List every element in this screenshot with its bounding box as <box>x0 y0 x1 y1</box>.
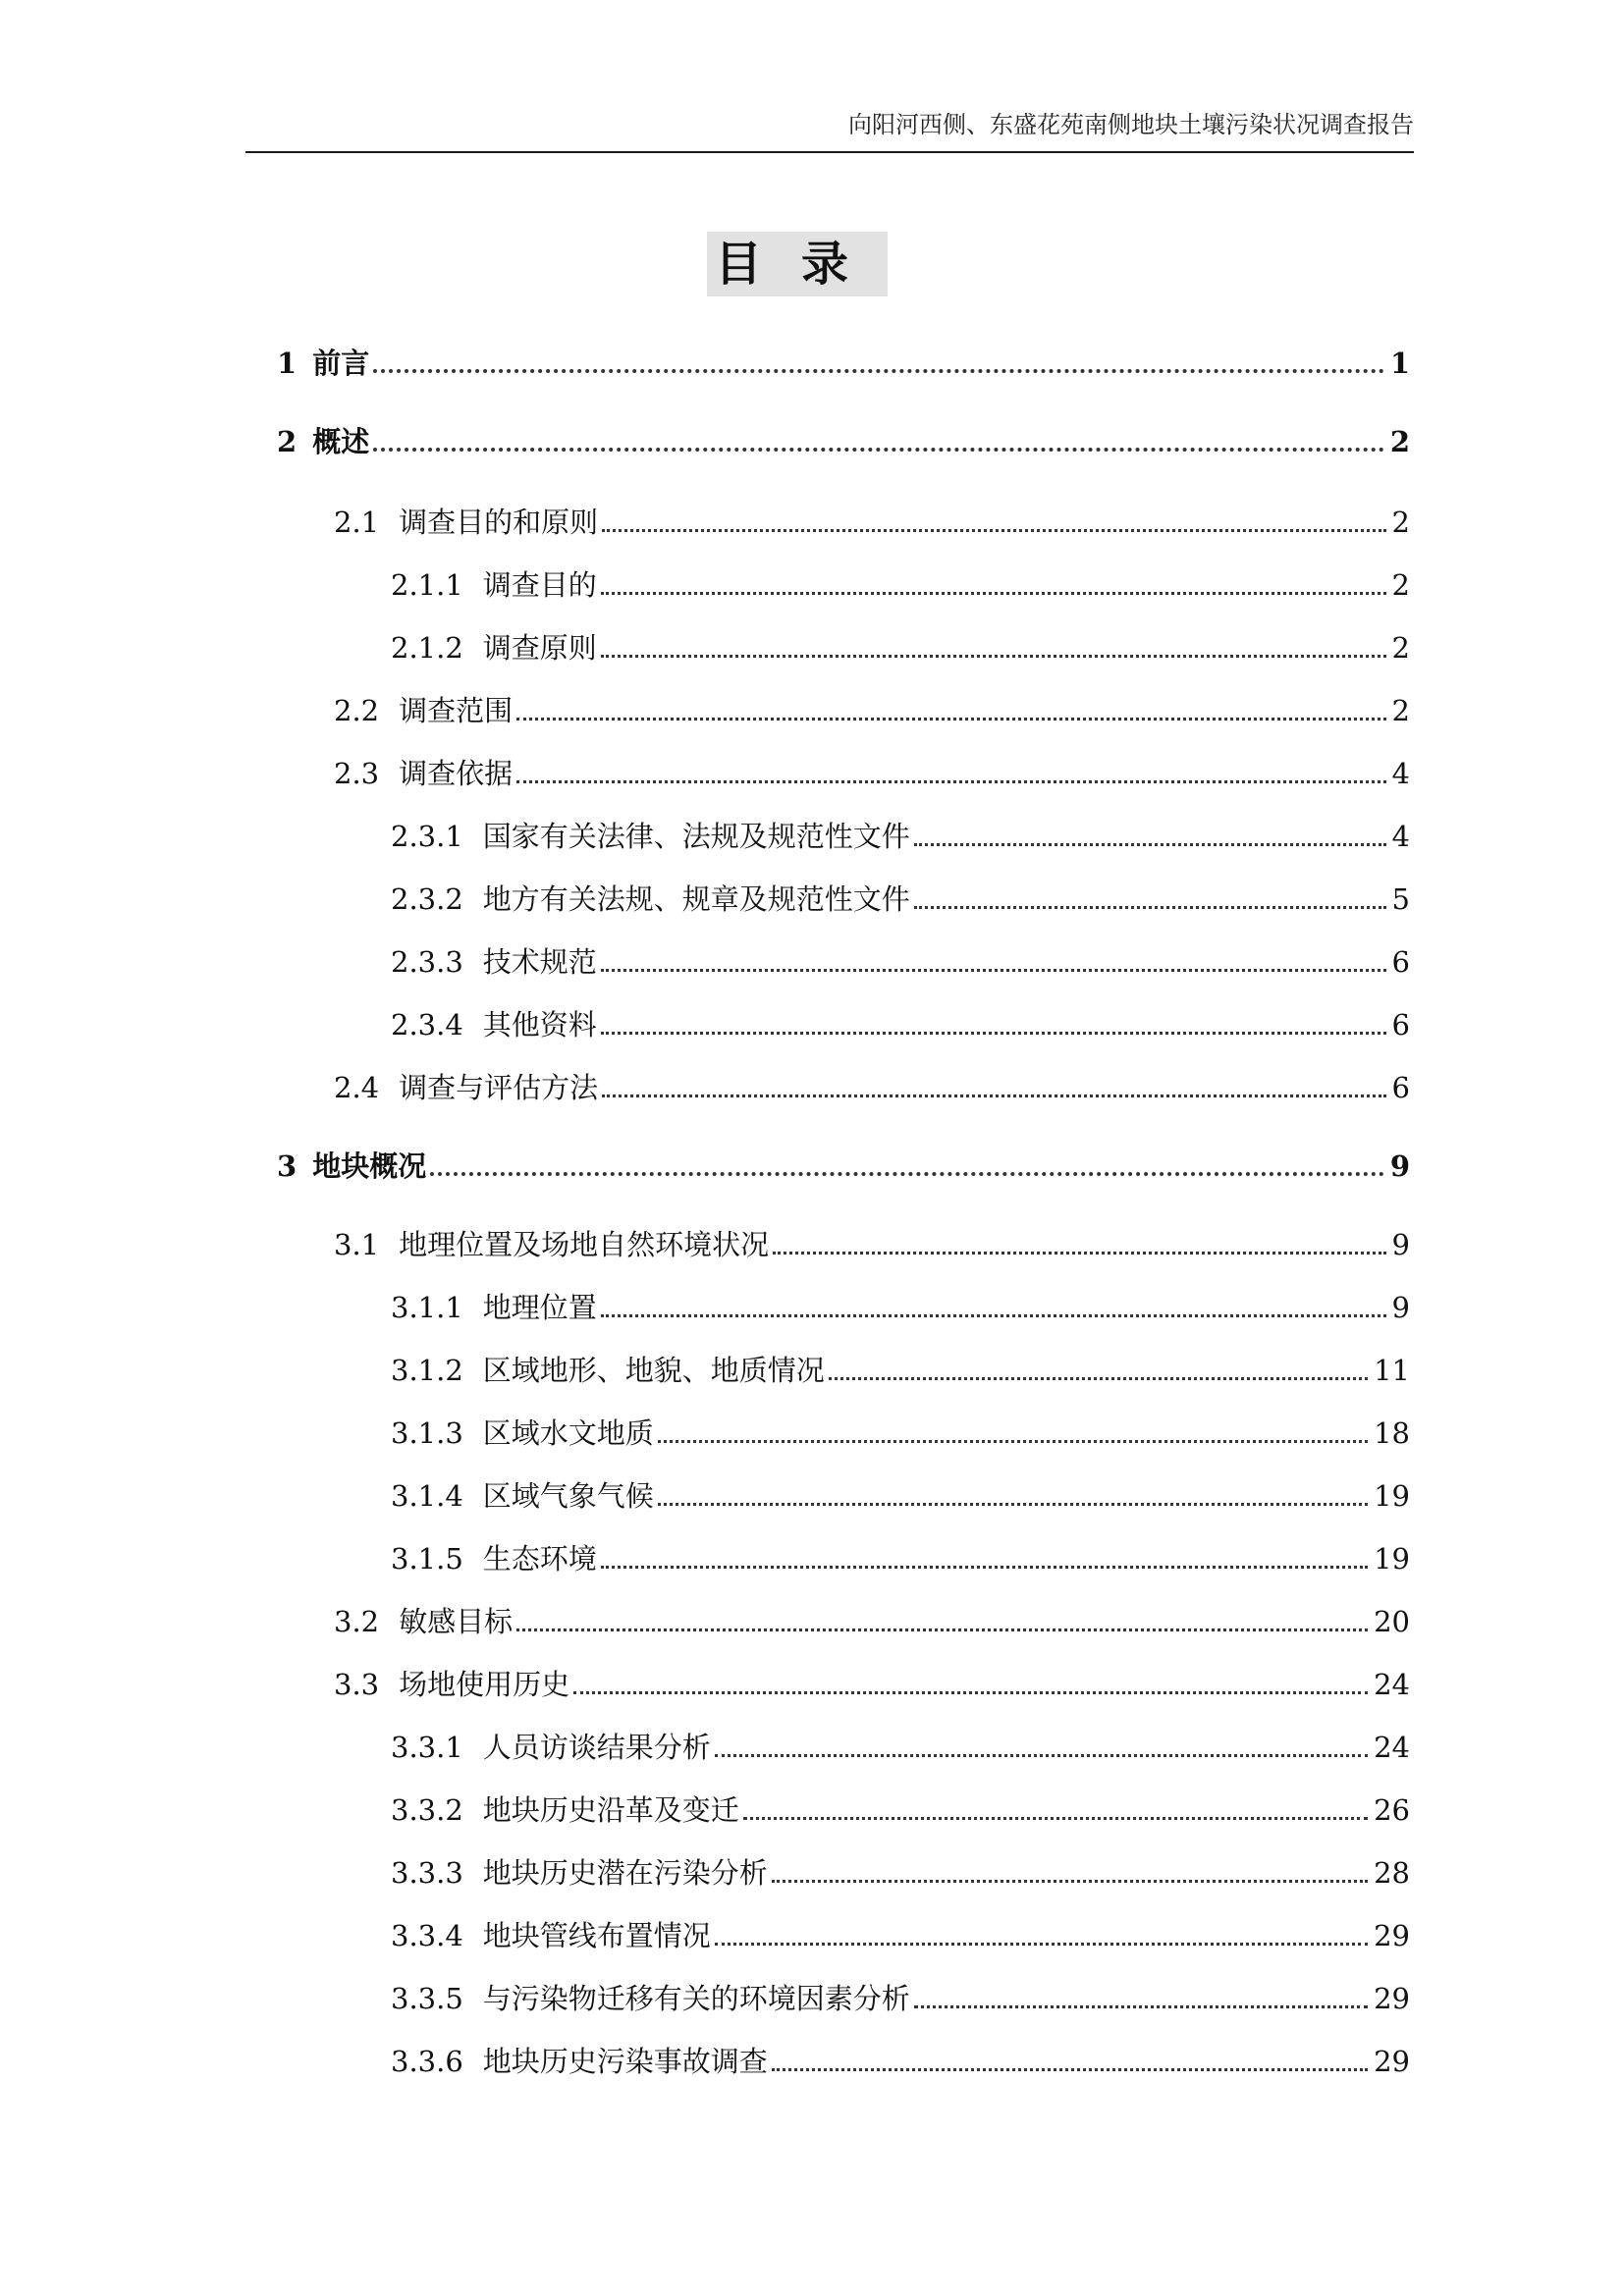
toc-dot-leader <box>914 906 1386 909</box>
toc-entry-title: 地块管线布置情况 <box>482 1919 711 1952</box>
toc-entry-title: 区域气象气候 <box>482 1479 654 1513</box>
running-header <box>245 110 1414 153</box>
toc-entry-number: 3.1.3 <box>391 1416 463 1450</box>
toc-entry-number: 2.3.3 <box>391 945 463 979</box>
toc-dot-leader <box>601 592 1386 595</box>
toc-entry-page-number: 2 <box>1391 631 1410 665</box>
toc-entry[interactable] <box>334 752 1410 791</box>
toc-dot-leader <box>658 1503 1368 1506</box>
toc-entry[interactable] <box>391 1851 1410 1891</box>
toc-entry[interactable] <box>391 1914 1410 1953</box>
toc-entry-page-number: 11 <box>1374 1354 1410 1387</box>
toc-entry-title: 场地使用历史 <box>399 1668 570 1701</box>
toc-entry-page-number: 6 <box>1391 945 1410 979</box>
toc-entry-title: 地理位置 <box>482 1291 597 1324</box>
toc-entry-page-number: 2 <box>1389 425 1410 458</box>
toc-entry-number: 3.3.6 <box>391 2045 463 2078</box>
toc-dot-leader <box>715 1943 1368 1946</box>
toc-entry-page-number: 24 <box>1374 1668 1410 1701</box>
toc-entry-number: 3.1.4 <box>391 1479 463 1513</box>
toc-entry-number: 3.1.1 <box>391 1291 463 1324</box>
toc-dot-leader <box>772 1880 1368 1883</box>
toc-entry-title: 调查目的和原则 <box>399 506 599 539</box>
toc-entry-page-number: 6 <box>1391 1008 1410 1041</box>
toc-entry-title: 其他资料 <box>482 1008 597 1041</box>
toc-entry-page-number: 26 <box>1374 1793 1410 1827</box>
toc-entry-number: 3.3.1 <box>391 1731 463 1764</box>
toc-dot-leader <box>914 2005 1368 2008</box>
toc-entry-page-number: 6 <box>1391 1071 1410 1104</box>
toc-entry[interactable] <box>391 815 1410 854</box>
toc-entry-title: 前言 <box>312 347 370 380</box>
toc-entry-page-number: 9 <box>1391 1291 1410 1324</box>
toc-entry-number: 1 <box>277 347 298 380</box>
toc-entry[interactable] <box>391 1726 1410 1765</box>
toc-dot-leader <box>773 1252 1385 1255</box>
toc-entry[interactable] <box>277 1145 1410 1184</box>
toc-entry-number: 3.1.2 <box>391 1354 463 1387</box>
toc-entry-number: 2 <box>277 425 298 458</box>
toc-entry-number: 3.3.5 <box>391 1982 463 2015</box>
toc-dot-leader <box>601 1566 1368 1569</box>
toc-entry[interactable] <box>391 1977 1410 2016</box>
toc-entry[interactable] <box>277 342 1410 381</box>
toc-entry[interactable] <box>334 689 1410 728</box>
toc-entry[interactable] <box>391 1286 1410 1325</box>
toc-entry[interactable] <box>391 2040 1410 2079</box>
toc-entry-title: 地方有关法规、规章及规范性文件 <box>482 882 910 916</box>
toc-entry-number: 3.3.4 <box>391 1919 463 1952</box>
toc-entry-page-number: 29 <box>1374 2045 1410 2078</box>
toc-entry-number: 2.3.1 <box>391 820 463 853</box>
toc-entry[interactable] <box>334 501 1410 540</box>
toc-entry-page-number: 29 <box>1374 1982 1410 2015</box>
toc-heading <box>0 232 1624 296</box>
toc-entry-page-number: 24 <box>1374 1731 1410 1764</box>
toc-entry-title: 人员访谈结果分析 <box>482 1731 711 1764</box>
toc-entry-page-number: 19 <box>1374 1479 1410 1513</box>
toc-dot-leader <box>430 1172 1384 1176</box>
toc-dot-leader <box>602 1095 1385 1097</box>
toc-entry-page-number: 2 <box>1391 694 1410 727</box>
toc-entry-page-number: 28 <box>1374 1856 1410 1890</box>
toc-entry-page-number: 9 <box>1389 1149 1410 1183</box>
toc-entry-page-number: 4 <box>1391 757 1410 790</box>
toc-dot-leader <box>373 448 1384 452</box>
toc-entry-title: 调查目的 <box>482 568 597 602</box>
toc-entry[interactable] <box>391 878 1410 917</box>
toc-entry-title: 地块历史沿革及变迁 <box>482 1793 739 1827</box>
toc-entry[interactable] <box>391 1537 1410 1576</box>
toc-dot-leader <box>516 718 1385 721</box>
toc-entry-page-number: 20 <box>1374 1605 1410 1638</box>
toc-entry-number: 2.3 <box>334 757 380 790</box>
toc-entry[interactable] <box>391 563 1410 603</box>
toc-dot-leader <box>516 780 1385 783</box>
toc-dot-leader <box>601 1314 1386 1317</box>
toc-entry-title: 调查原则 <box>482 631 597 665</box>
toc-entry-title: 调查与评估方法 <box>399 1071 599 1104</box>
toc-entry-title: 区域地形、地貌、地质情况 <box>482 1354 825 1387</box>
toc-entry-page-number: 19 <box>1374 1542 1410 1575</box>
toc-entry-number: 3.1.5 <box>391 1542 463 1575</box>
toc-heading-text: 目录 <box>707 232 888 296</box>
toc-entry-title: 地块概况 <box>312 1149 427 1183</box>
toc-entry[interactable] <box>334 1223 1410 1262</box>
toc-entry-title: 区域水文地质 <box>482 1416 654 1450</box>
toc-dot-leader <box>373 369 1384 373</box>
toc-entry-number: 3.3.3 <box>391 1856 463 1890</box>
toc-entry-title: 敏感目标 <box>399 1605 514 1638</box>
toc-entry-title: 地理位置及场地自然环境状况 <box>399 1228 770 1261</box>
toc-entry-number: 3 <box>277 1149 298 1183</box>
toc-dot-leader <box>914 843 1386 846</box>
toc-entry-number: 2.1.1 <box>391 568 463 602</box>
toc-entry[interactable] <box>391 1349 1410 1388</box>
toc-entry-number: 2.3.2 <box>391 882 463 916</box>
toc-entry-number: 3.3 <box>334 1668 380 1701</box>
toc-entry-number: 2.3.4 <box>391 1008 463 1041</box>
toc-entry-title: 调查依据 <box>399 757 514 790</box>
toc-entry-page-number: 29 <box>1374 1919 1410 1952</box>
toc-entry-title: 概述 <box>312 425 370 458</box>
toc-entry-page-number: 4 <box>1391 820 1410 853</box>
toc-entry-page-number: 18 <box>1374 1416 1410 1450</box>
toc-entry-title: 与污染物迁移有关的环境因素分析 <box>482 1982 910 2015</box>
toc-entry-page-number: 2 <box>1391 506 1410 539</box>
toc-entry[interactable] <box>391 1789 1410 1828</box>
toc-dot-leader <box>601 1032 1386 1035</box>
toc-entry-title: 调查范围 <box>399 694 514 727</box>
toc-entry[interactable] <box>334 1600 1410 1639</box>
toc-entry-page-number: 2 <box>1391 568 1410 602</box>
toc-entry-title: 生态环境 <box>482 1542 597 1575</box>
toc-entry[interactable] <box>334 1066 1410 1105</box>
toc-entry-title: 地块历史潜在污染分析 <box>482 1856 768 1890</box>
toc-dot-leader <box>602 529 1385 532</box>
toc-entry[interactable] <box>391 1474 1410 1514</box>
running-header-title: 向阳河西侧、东盛花苑南侧地块土壤污染状况调查报告 <box>848 111 1414 138</box>
toc-entry-number: 2.2 <box>334 694 380 727</box>
toc-entry[interactable] <box>277 420 1410 459</box>
toc-entry-title: 地块历史污染事故调查 <box>482 2045 768 2078</box>
toc-entry-number: 2.1 <box>334 506 380 539</box>
toc-entry-title: 国家有关法律、法规及规范性文件 <box>482 820 910 853</box>
toc-dot-leader <box>658 1440 1368 1443</box>
toc-entry-number: 3.2 <box>334 1605 380 1638</box>
toc-entry-page-number: 1 <box>1389 347 1410 380</box>
toc-dot-leader <box>829 1377 1368 1380</box>
toc-entry-page-number: 9 <box>1391 1228 1410 1261</box>
toc-entry[interactable] <box>391 626 1410 666</box>
toc-entry[interactable] <box>391 1412 1410 1451</box>
toc-entry-page-number: 5 <box>1391 882 1410 916</box>
toc-entry[interactable] <box>391 1003 1410 1042</box>
toc-dot-leader <box>601 969 1386 972</box>
toc-dot-leader <box>601 655 1386 658</box>
toc-entry-number: 2.1.2 <box>391 631 463 665</box>
toc-dot-leader <box>573 1691 1368 1694</box>
toc-dot-leader <box>743 1817 1368 1820</box>
toc-dot-leader <box>516 1629 1368 1631</box>
toc-entry-number: 3.3.2 <box>391 1793 463 1827</box>
toc-dot-leader <box>715 1754 1368 1757</box>
toc-entry-number: 2.4 <box>334 1071 380 1104</box>
toc-entry-number: 3.1 <box>334 1228 380 1261</box>
toc-entry[interactable] <box>391 940 1410 980</box>
toc-entry-title: 技术规范 <box>482 945 597 979</box>
toc-entry[interactable] <box>334 1663 1410 1702</box>
toc-dot-leader <box>772 2068 1368 2071</box>
